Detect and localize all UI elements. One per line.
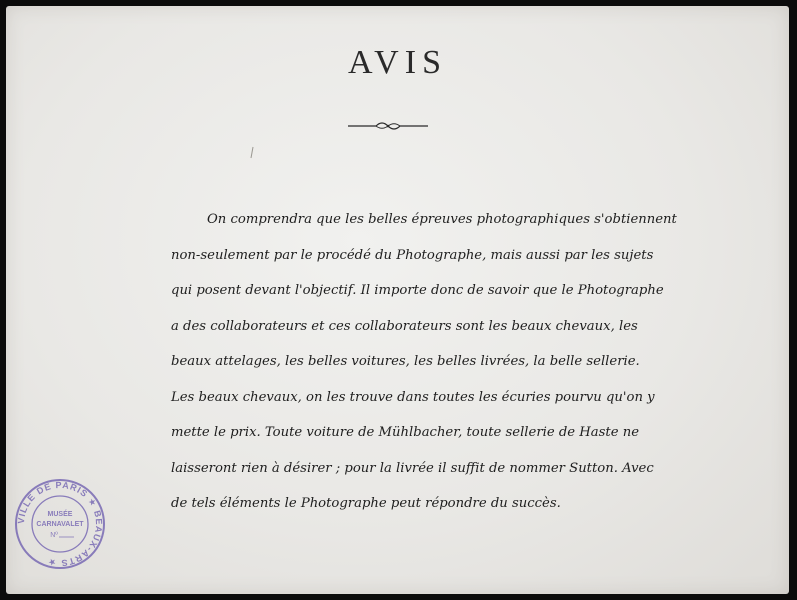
notice-body <box>171 202 677 522</box>
page-title: AVIS <box>348 44 447 81</box>
stamp-line2: CARNAVALET <box>36 521 84 528</box>
museum-stamp <box>12 476 108 572</box>
stamp-line3: Nº <box>50 532 58 539</box>
body-line: On comprendra que les belles épreuves photographiques s'obtiennent <box>207 212 677 227</box>
body-line: non-seulement par le procédé du Photographe, mais aussi par les sujets <box>171 247 654 263</box>
stamp-line1: MUSÉE <box>47 511 73 518</box>
body-line: mette le prix. Toute voiture de Mühlbacher, toute sellerie de Haste ne <box>171 425 639 440</box>
body-line: laisseront rien à désirer ; pour la livrée il suffit de nommer Sutton. Avec <box>171 460 654 476</box>
body-line: beaux attelages, les belles voitures, les belles livrées, la belle sellerie. <box>171 354 640 369</box>
body-line: Les beaux chevaux, on les trouve dans toutes les écuries pourvu qu'on y <box>171 389 655 405</box>
body-line: qui posent devant l'objectif. Il importe donc de savoir que le Photographe <box>171 283 664 298</box>
body-line: a des collaborateurs et ces collaborateurs sont les beaux chevaux, les <box>171 318 638 334</box>
stamp-outer-text: VILLE DE PARIS ★ BEAUX-ARTS ★ <box>15 479 105 569</box>
ornament-flourish <box>346 119 430 133</box>
pencil-mark <box>248 146 256 160</box>
body-line: de tels éléments le Photographe peut répondre du succès. <box>171 496 561 511</box>
photograph-card-back <box>6 6 789 594</box>
